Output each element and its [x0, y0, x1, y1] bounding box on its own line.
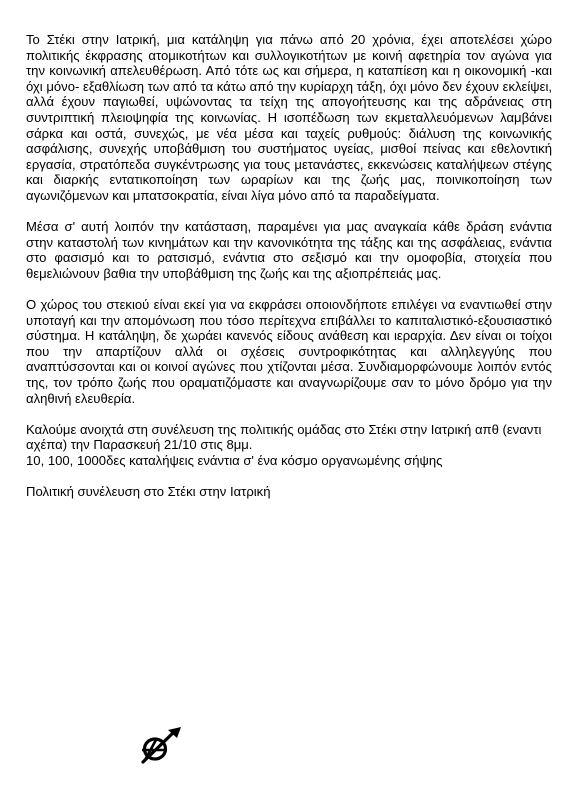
paragraph-struggle: Μέσα σ' αυτή λοιπόν την κατάσταση, παραμένει για μας αναγκαία κάθε δράση ενάντια στην καταστολή των κινημάτων και την κανονικότητα της τάξης και της ασφάλειας, ενάντια στο φασισμό και το ρατσισμό, ενάντια στο σεξισμό και την ομοφοβία, στοιχεία που θεμελιώνουν βαθια την υποβάθμιση της ζωής και της αξιοπρέπειάς μας.: [26, 219, 552, 281]
invitation-text: Καλούμε ανοιχτά στη συνέλευση της πολιτικής ομάδας στο Στέκι στην Ιατρική απθ (εναντι αχέπα) την Παρασκευή 21/10 στις 8μμ.: [26, 421, 542, 453]
slogan-text: 10, 100, 1000δες καταλήψεις ενάντια σ' ένα κόσμο οργανωμένης σήψης: [26, 453, 443, 469]
paragraph-intro: Το Στέκι στην Ιατρική, μια κατάληψη για πάνω από 20 χρόνια, έχει αποτελέσει χώρο πολιτικής έκφρασης ατομικοτήτων και συλλογικοτήτων με κοινή αφετηρία τον αγώνα για την κοινωνική απελευθέρωση. Από τότε ως και σήμερα, η καταπίεση και η οικονομική -και όχι μόνο- εξαθλίωση των από τα κάτω από την κυρίαρχη τάξη, όχι μόνο δεν έχουν εκλείψει, αλλά έχουν παγιωθεί, υψώνοντας τα τείχη της απογοήτευσης και της αδράνειας στη συντριπτική πλειοψηφία της κοινωνίας. Η ισοπέδωση των εκμεταλλευόμενων λαμβάνει σάρκα και οστά, συνεχώς, με νέα μέσα και ταχείς ρυθμούς: διάλυση της κοινωνικής ασφάλισης, συνεχής υποβάθμιση του συστήματος υγείας, μισθοί πείνας και εθελοντική εργασία, στρατόπεδα συγκέντρωσης για τους μετανάστες, εκκενώσεις καταλήψεων στέγης και διαρκής εντατικοποίηση των ωραρίων και της ζωής μας, ποινικοποίηση των αγωνιζόμενων και μπατσοκρατία, είναι λίγα μόνο από τα παραδείγματα.: [26, 32, 552, 203]
anarchist-queer-symbol-icon: [135, 726, 185, 766]
paragraph-space: Ο χώρος του στεκιού είναι εκεί για να εκφράσει οποιονδήποτε επιλέγει να εναντιωθεί στην υποταγή και την απομόνωση που τόσο περίτεχνα επιβάλλει το καπιταλιστικό-εξουσιαστικό σύστημα. Η κατάληψη, δε χωράει κανενός είδους ανάθεση και ιεραρχία. Δεν είναι οι τοίχοι που την απαρτίζουν αλλά οι σχέσεις συντροφικότητας και αλληλεγγύης που αναπτύσσονται και οι κοινοί αγώνες που χτίζονται μέσα. Συνδιαμορφώνουμε λοιπόν εντός της, τον τρόπο ζωής που οραματιζόμαστε και αναγνωρίζουμε σαν το μόνο δρόμο για την αληθινή ελευθερία.: [26, 297, 552, 406]
document-body: [26, 32, 552, 500]
signature-text: Πολιτική συνέλευση στο Στέκι στην Ιατρική: [26, 484, 271, 500]
